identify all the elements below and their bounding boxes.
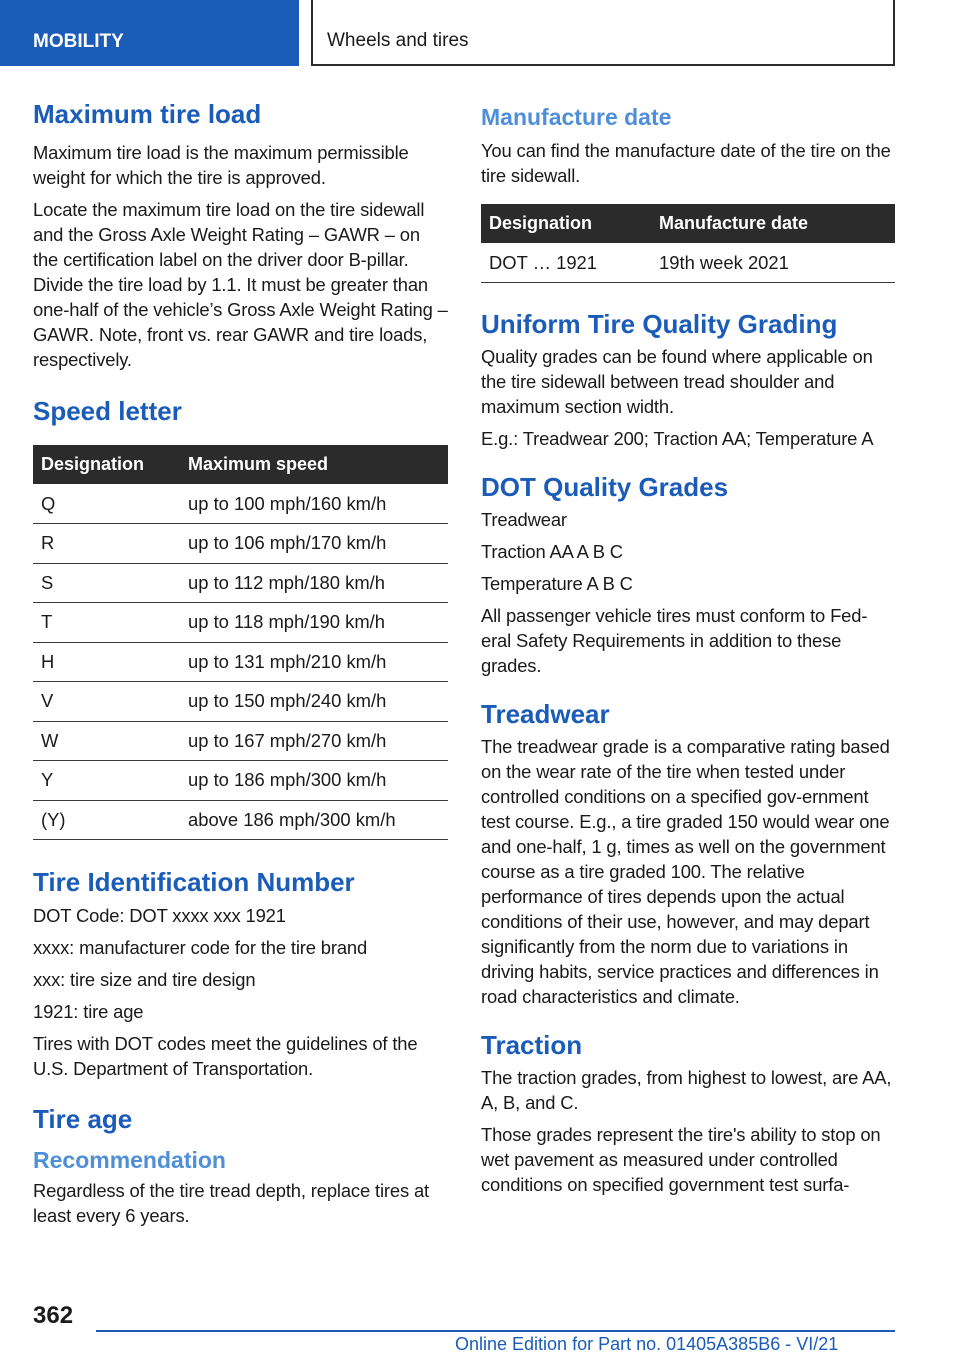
- manufacture-date-heading: Manufacture date: [481, 104, 672, 130]
- left-column: [33, 98, 448, 1228]
- table-row: [33, 682, 448, 722]
- page-number: 362: [33, 1302, 74, 1329]
- table-cell: T: [33, 603, 180, 643]
- table-cell: R: [33, 524, 180, 564]
- dot-text-1: Treadwear: [481, 509, 567, 530]
- column-header: Manufacture date: [651, 204, 895, 243]
- chapter-title: Wheels and tires: [311, 0, 895, 66]
- table-row: [481, 243, 895, 283]
- table-cell: up to 118 mph/190 km/h: [180, 603, 448, 643]
- speed-letter-table: [33, 445, 448, 840]
- traction-heading: Traction: [481, 1030, 583, 1060]
- table-cell: Y: [33, 761, 180, 801]
- footer-divider: [96, 1330, 895, 1332]
- utqg-text-1: Quality grades can be found where applicable on the tire sidewall between tread shoulder and maximum section width.: [481, 346, 873, 417]
- section-tab: MOBILITY: [0, 0, 299, 66]
- utqg-text-2: E.g.: Treadwear 200; Traction AA; Temperature A: [481, 428, 874, 449]
- table-row: [33, 642, 448, 682]
- column-header: Designation: [481, 204, 651, 243]
- table-cell: 19th week 2021: [651, 243, 895, 283]
- manufacture-date-table: [481, 204, 895, 283]
- table-row: [33, 721, 448, 761]
- dot-text-2: Traction AA A B C: [481, 541, 623, 562]
- traction-text-2: Those grades represent the tire's ability to stop on wet pavement as measured under controlled conditions on specified government test surfa-: [481, 1124, 881, 1195]
- table-row: [33, 761, 448, 801]
- tin-text-5: Tires with DOT codes meet the guidelines of the U.S. Department of Transportation.: [33, 1033, 418, 1079]
- table-cell: above 186 mph/300 km/h: [180, 800, 448, 840]
- table-cell: up to 186 mph/300 km/h: [180, 761, 448, 801]
- treadwear-text: The treadwear grade is a comparative rating based on the wear rate of the tire when tested under controlled conditions on a specified gov-ernment test course. E.g., a tire graded 150 would wear one and one-half, 1 g, times as well on the government course as a tire graded 100. The relative performance of tires depends upon the actual conditions of their use, however, and may depart significantly from the norm due to variations in driving habits, service practices and differences in road characteristics and climate.: [481, 736, 890, 1007]
- table-cell: Q: [33, 484, 180, 524]
- tin-text-1: DOT Code: DOT xxxx xxx 1921: [33, 905, 286, 926]
- max-tire-load-heading: Maximum tire load: [33, 99, 262, 129]
- traction-text-1: The traction grades, from highest to lowest, are AA, A, B, and C.: [481, 1067, 892, 1113]
- recommendation-subheading: Recommendation: [33, 1147, 226, 1173]
- tin-text-4: 1921: tire age: [33, 1001, 144, 1022]
- table-cell: up to 131 mph/210 km/h: [180, 642, 448, 682]
- right-column: [481, 98, 895, 1197]
- tire-age-text: Regardless of the tire tread depth, replace tires at least every 6 years.: [33, 1180, 429, 1226]
- table-header-row: [481, 204, 895, 243]
- table-cell: DOT … 1921: [481, 243, 651, 283]
- dot-text-3: Temperature A B C: [481, 573, 633, 594]
- dot-quality-grades-heading: DOT Quality Grades: [481, 472, 729, 502]
- tire-identification-heading: Tire Identification Number: [33, 867, 355, 897]
- table-row: [33, 603, 448, 643]
- table-row: [33, 563, 448, 603]
- tin-text-3: xxx: tire size and tire design: [33, 969, 256, 990]
- treadwear-heading: Treadwear: [481, 699, 610, 729]
- table-cell: up to 112 mph/180 km/h: [180, 563, 448, 603]
- speed-letter-heading: Speed letter: [33, 396, 182, 426]
- max-tire-load-text-2: Locate the maximum tire load on the tire sidewall and the Gross Axle Weight Rating – GAWR – on the certification label on the driver door B-pillar. Divide the tire load by 1.1. It must be greater than one-half of the vehicle’s Gross Axle Weight Rating – GAWR. Note, front vs. rear GAWR and tire loads, respectively.: [33, 199, 448, 370]
- page-header: [0, 0, 960, 66]
- table-cell: up to 100 mph/160 km/h: [180, 484, 448, 524]
- table-cell: up to 106 mph/170 km/h: [180, 524, 448, 564]
- utqg-heading: Uniform Tire Quality Grading: [481, 309, 838, 339]
- table-row: [33, 484, 448, 524]
- manufacture-date-text: You can find the manufacture date of the tire on the tire sidewall.: [481, 140, 891, 186]
- dot-text-4: All passenger vehicle tires must conform to Fed-eral Safety Requirements in addition to these grades.: [481, 605, 868, 676]
- table-cell: W: [33, 721, 180, 761]
- table-cell: S: [33, 563, 180, 603]
- edition-note: Online Edition for Part no. 01405A385B6 - VI/21: [455, 1334, 839, 1354]
- table-header-row: [33, 445, 448, 484]
- column-header: Designation: [33, 445, 180, 484]
- table-cell: up to 150 mph/240 km/h: [180, 682, 448, 722]
- column-header: Maximum speed: [180, 445, 448, 484]
- tin-text-2: xxxx: manufacturer code for the tire brand: [33, 937, 368, 958]
- table-cell: (Y): [33, 800, 180, 840]
- table-row: [33, 800, 448, 840]
- tire-age-heading: Tire age: [33, 1104, 133, 1134]
- table-row: [33, 524, 448, 564]
- table-cell: V: [33, 682, 180, 722]
- max-tire-load-text-1: Maximum tire load is the maximum permissible weight for which the tire is approved.: [33, 142, 409, 188]
- table-cell: up to 167 mph/270 km/h: [180, 721, 448, 761]
- table-cell: H: [33, 642, 180, 682]
